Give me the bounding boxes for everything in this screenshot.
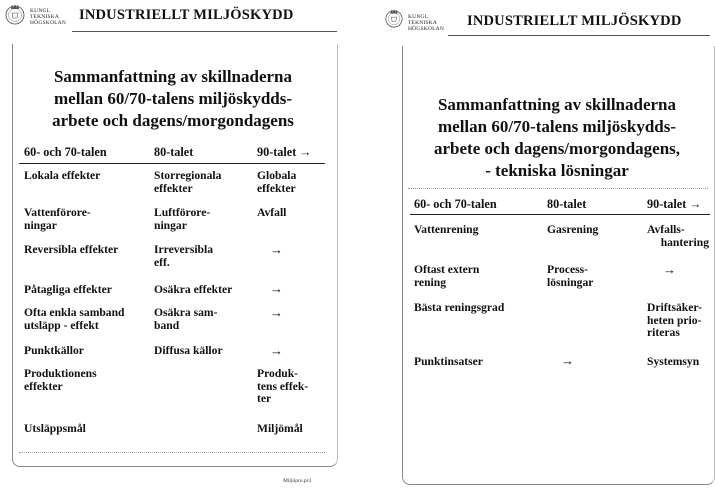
- logo-text: [408, 14, 444, 32]
- table-cell: Produktionens effekter: [24, 367, 97, 393]
- header-rule: [448, 35, 710, 36]
- table-cell: Diffusa källor: [154, 344, 223, 357]
- table-cell: Oftast extern rening: [414, 263, 480, 289]
- heading-line: Sammanfattning av skillnaderna: [437, 95, 677, 114]
- table-cell: Påtagliga effekter: [24, 283, 112, 296]
- arrow-right-icon: →: [270, 281, 283, 296]
- logo-text: [30, 8, 66, 26]
- table-cell: Gasrening: [547, 223, 599, 236]
- heading-line: mellan 60/70-talens miljöskydds-: [437, 117, 677, 136]
- table-cell: Lokala effekter: [24, 169, 101, 182]
- table-cell: Reversibla effekter: [24, 243, 119, 256]
- table-cell: Osäkra sam- band: [154, 306, 218, 332]
- arrow-right-icon: →: [270, 305, 283, 320]
- table-bottom-rule: [19, 452, 325, 453]
- slide-left: [0, 0, 345, 492]
- kth-seal-icon: [384, 8, 404, 28]
- table-cell: Vattenrening: [414, 223, 479, 236]
- table-cell: Punktkällor: [24, 344, 84, 357]
- arrow-right-icon: →: [270, 242, 283, 257]
- heading-line: - tekniska lösningar: [485, 161, 629, 180]
- slide-heading: [28, 66, 318, 132]
- table-cell: Bästa reningsgrad: [414, 301, 505, 314]
- table-cell: Systemsyn: [647, 355, 700, 368]
- table-cell: Driftsäker- heten prio- riteras: [647, 301, 702, 340]
- table-rule: [410, 214, 710, 215]
- table-cell: Avfall: [257, 206, 287, 219]
- table-rule: [19, 163, 325, 164]
- table-cell: Globala effekter: [257, 169, 297, 195]
- heading-line: mellan 60/70-talens miljöskydds-: [53, 89, 293, 108]
- table-cell: Osäkra effekter: [154, 283, 233, 296]
- table-cell: Luftförore- ningar: [154, 206, 211, 232]
- logo-line: HÖGSKOLAN: [30, 20, 67, 26]
- arrow-right-icon: →: [270, 343, 283, 358]
- logo-line: TEKNISKA: [30, 14, 60, 20]
- arrow-right-icon: →: [561, 353, 574, 368]
- logo-line: KUNGL: [30, 8, 51, 14]
- table-cell: Vattenförore- ningar: [24, 206, 91, 232]
- table-cell: Irreversibla eff.: [154, 243, 214, 269]
- column-header: 60- och 70-talen: [24, 145, 107, 159]
- table-cell: Produk- tens effek- ter: [257, 367, 309, 406]
- column-header: 90-talet →: [647, 197, 702, 211]
- table-cell: Punktinsatser: [414, 355, 483, 368]
- slide-right: [378, 0, 715, 492]
- heading-line: arbete och dagens/morgondagens,: [433, 139, 681, 158]
- header-title: INDUSTRIELLT MILJÖSKYDD: [467, 13, 682, 29]
- table-cell: Utsläppsmål: [24, 422, 86, 435]
- footer-filename: Miljöpro.pr3: [283, 478, 312, 484]
- table-cell: Ofta enkla samband utsläpp - effekt: [24, 306, 125, 332]
- table-top-rule: [408, 188, 708, 189]
- column-header: 80-talet: [547, 197, 587, 211]
- table-cell: Process- lösningar: [547, 263, 594, 289]
- column-header: 80-talet: [154, 145, 194, 159]
- logo-line: HÖGSKOLAN: [408, 26, 445, 32]
- table-cell: Storregionala effekter: [154, 169, 222, 195]
- column-header: 90-talet →: [257, 145, 312, 159]
- slide-heading: [404, 94, 710, 182]
- logo-line: TEKNISKA: [408, 20, 438, 26]
- heading-line: arbete och dagens/morgondagens: [52, 111, 294, 130]
- kth-seal-icon: [4, 3, 26, 25]
- column-header: 60- och 70-talen: [414, 197, 497, 211]
- table-cell: Miljömål: [257, 422, 303, 435]
- arrow-right-icon: →: [663, 262, 676, 277]
- header-rule: [72, 31, 337, 32]
- header-title: INDUSTRIELLT MILJÖSKYDD: [79, 7, 294, 23]
- logo-line: KUNGL: [408, 14, 429, 20]
- table-cell: Avfalls- hantering: [647, 223, 709, 249]
- heading-line: Sammanfattning av skillnaderna: [53, 67, 293, 86]
